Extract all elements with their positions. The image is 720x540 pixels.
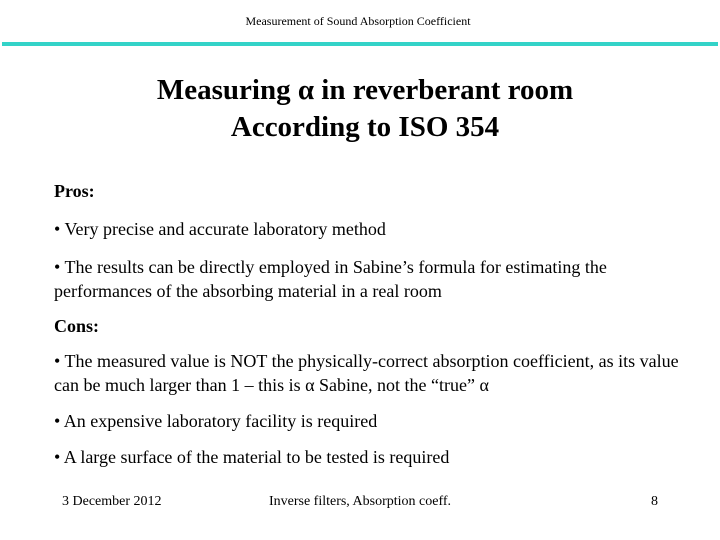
pros-heading: Pros: [54, 181, 95, 201]
pros-item: • Very precise and accurate laboratory method [54, 219, 386, 239]
cons-item: • An expensive laboratory facility is required [54, 411, 378, 431]
pros-item: • The results can be directly employed in Sabine’s formula for estimating the performances of the absorbing material in a real room [54, 257, 607, 301]
alpha-symbol: α [305, 375, 315, 395]
footer-title: Inverse filters, Absorption coeff. [268, 494, 452, 509]
alpha-symbol: α [297, 74, 315, 106]
cons-heading: Cons: [54, 316, 100, 336]
footer-date: 3 December 2012 [62, 494, 162, 509]
cons-item: • A large surface of the material to be tested is required [54, 447, 450, 467]
slide-title-line-1 [0, 72, 720, 109]
alpha-symbol: α [479, 375, 489, 395]
cons-item [54, 349, 694, 397]
cons-item-text: • The measured value is NOT the physically-correct absorption coefficient, as its value can be much larger than 1 – this is [54, 351, 679, 395]
title-text-start: Measuring [156, 74, 298, 106]
cons-item-text: Sabine, not the “true” [314, 375, 480, 395]
slide-title-line-2: According to ISO 354 [230, 111, 500, 143]
header-divider [2, 42, 718, 46]
title-text-end: in reverberant room [314, 74, 574, 106]
slide-title [0, 72, 720, 146]
page-number: 8 [651, 494, 658, 509]
slide-header: Measurement of Sound Absorption Coefficient [245, 14, 471, 28]
